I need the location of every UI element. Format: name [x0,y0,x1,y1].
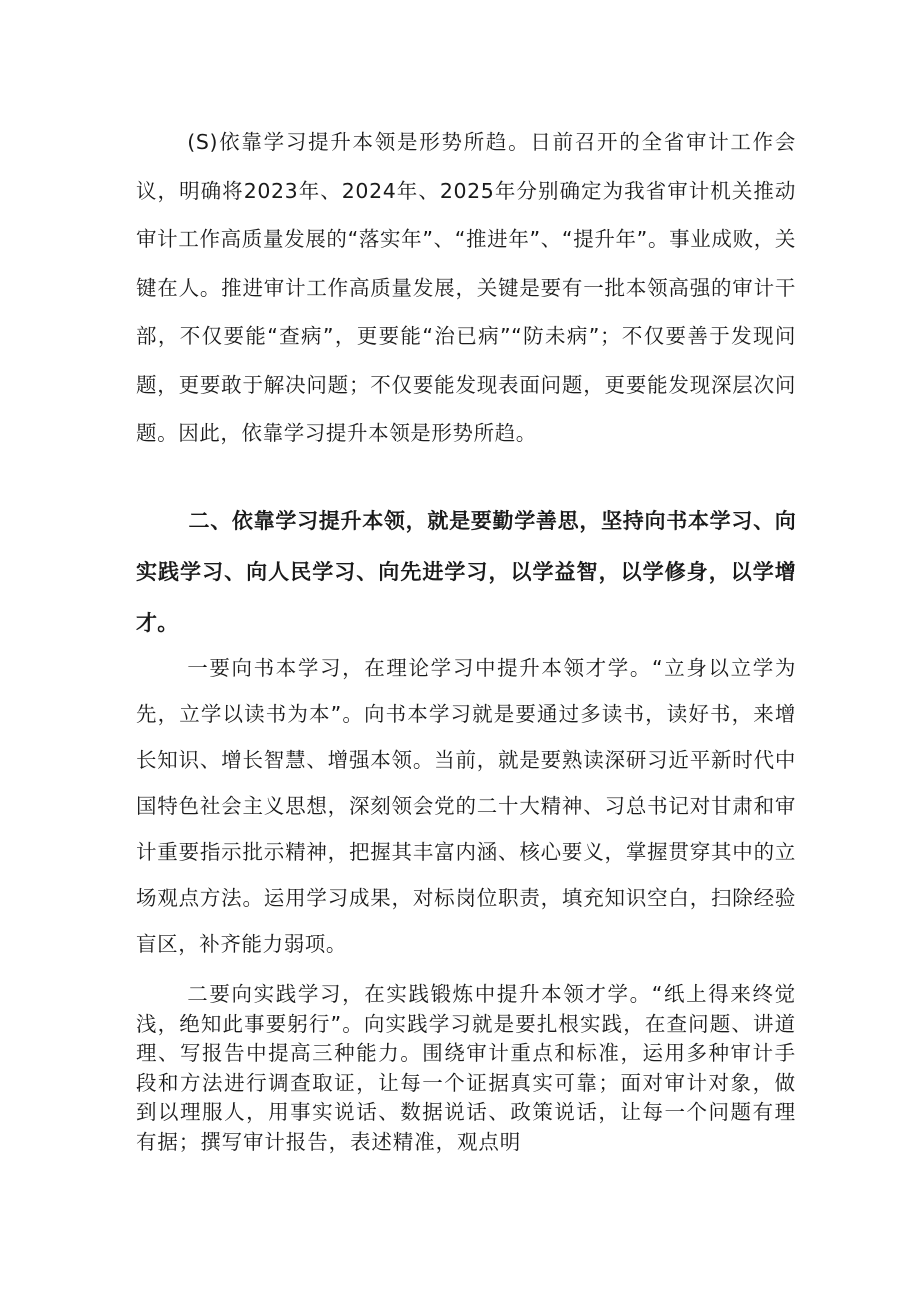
paragraph-learn-from-books: 一要向书本学习，在理论学习中提升本领才学。“立身以立学为先，立学以读书为本”。向书本学习就是要通过多读书，读好书，来增长知识、增长智慧、增强本领。当前，就是要熟读深研习近平新时代中国特色社会主义思想，深刻领会党的二十大精神、习总书记对甘肃和审计重要指示批示精神，把握其丰富内涵、核心要义，掌握贯穿其中的立场观点方法。运用学习成果，对标岗位职责，填充知识空白，扫除经验盲区，补齐能力弱项。 [136,656,796,956]
paragraph-learn-from-practice: 二要向实践学习，在实践锻炼中提升本领才学。“纸上得来终觉浅，绝知此事要躬行”。向实践学习就是要扎根实践，在查问题、讲道理、写报告中提高三种能力。围绕审计重点和标准，运用多种审计手段和方法进行调查取证，让每一个证据真实可靠；面对审计对象，做到以理服人，用事实说话、数据说话、政策说话，让每一个问题有理有据；撰写审计报告，表述精准，观点明 [136,982,796,1154]
section-heading-two: 二、依靠学习提升本领，就是要勤学善思，坚持向书本学习、向实践学习、向人民学习、向先进学习，以学益智，以学修身，以学增才。 [136,509,796,635]
paragraph-situation: (S)依靠学习提升本领是形势所趋。日前召开的全省审计工作会议，明确将2023年、2024年、2025年分别确定为我省审计机关推动审计工作高质量发展的“落实年”、“推进年”、“提升年”。事业成败，关键在人。推进审计工作高质量发展，关键是要有一批本领高强的审计干部，不仅要能“查病”，更要能“治已病”“防未病”；不仅要善于发现问题，更要敢于解决问题；不仅要能发现表面问题，更要能发现深层次问题。因此，依靠学习提升本领是形势所趋。 [136,130,796,445]
